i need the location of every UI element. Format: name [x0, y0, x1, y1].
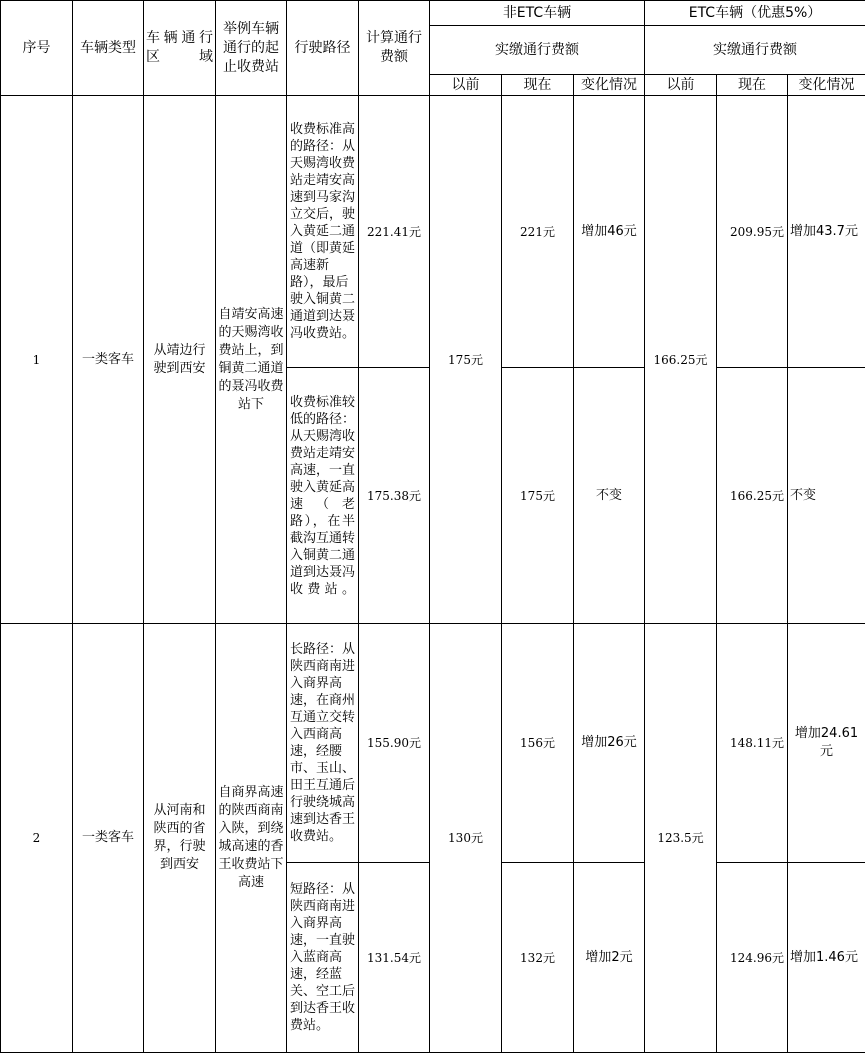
non-etc-now: 175元 [502, 368, 574, 624]
etc-change: 不变 [788, 368, 865, 624]
header-now: 现在 [502, 75, 574, 96]
route-description: 短路径：从陕西商南进入商界高速，一直驶入蓝商高速，经蓝关、空工后到达香王收费站。 [287, 863, 359, 1053]
row-area: 从靖边行驶到西安 [144, 96, 216, 624]
header-change-etc: 变化情况 [788, 75, 865, 96]
etc-change: 增加43.7元 [788, 96, 865, 368]
non-etc-change: 增加26元 [574, 624, 645, 863]
non-etc-now: 221元 [502, 96, 574, 368]
route-description: 长路径：从陕西商南进入商界高速，在商州互通立交转入西商高速，经腰市、玉山、田王互通后行驶绕城高速到达香王收费站。 [287, 624, 359, 863]
calc-fee: 175.38元 [359, 368, 430, 624]
etc-now: 209.95元 [717, 96, 788, 368]
route-description: 收费标准较低的路径：从天赐湾收费站走靖安高速，一直驶入黄延高速（老路），在半截沟互通转入铜黄二通道到达聂冯收费站。 [287, 368, 359, 624]
header-route: 行驶路径 [287, 1, 359, 96]
row-area: 从河南和陕西的省界，行驶到西安 [144, 624, 216, 1053]
header-vehicle-type: 车辆类型 [73, 1, 144, 96]
etc-change: 增加1.46元 [788, 863, 865, 1053]
row-seq: 2 [1, 624, 73, 1053]
header-paid-fee-etc: 实缴通行费额 [645, 26, 865, 75]
etc-now: 148.11元 [717, 624, 788, 863]
etc-change: 增加24.61元 [788, 624, 865, 863]
table-row [1, 96, 865, 368]
row-vehicle-type: 一类客车 [73, 624, 144, 1053]
row-stations: 自商界高速的陕西商南入陕，到绕城高速的香王收费站下高速 [216, 624, 287, 1053]
non-etc-change: 增加46元 [574, 96, 645, 368]
row-seq: 1 [1, 96, 73, 624]
etc-before: 166.25元 [645, 96, 717, 624]
non-etc-before: 175元 [430, 96, 502, 624]
non-etc-before: 130元 [430, 624, 502, 1053]
etc-before: 123.5元 [645, 624, 717, 1053]
etc-now: 124.96元 [717, 863, 788, 1053]
row-stations: 自靖安高速的天赐湾收费站上，到铜黄二通道的聂冯收费站下 [216, 96, 287, 624]
header-before-etc: 以前 [645, 75, 717, 96]
calc-fee: 131.54元 [359, 863, 430, 1053]
non-etc-change: 增加2元 [574, 863, 645, 1053]
header-area: 车辆通行区域 [144, 1, 216, 96]
etc-now: 166.25元 [717, 368, 788, 624]
header-now-etc: 现在 [717, 75, 788, 96]
header-etc: ETC车辆（优惠5%） [645, 1, 865, 26]
non-etc-now: 156元 [502, 624, 574, 863]
header-paid-fee: 实缴通行费额 [430, 26, 645, 75]
header-seq: 序号 [1, 1, 73, 96]
route-description: 收费标准高的路径：从天赐湾收费站走靖安高速到马家沟立交后，驶入黄延二通道（即黄延高速新路），最后驶入铜黄二通道到达聂冯收费站。 [287, 96, 359, 368]
calc-fee: 221.41元 [359, 96, 430, 368]
header-before: 以前 [430, 75, 502, 96]
header-toll-station: 举例车辆通行的起止收费站 [216, 1, 287, 96]
header-calc-fee: 计算通行费额 [359, 1, 430, 96]
table-row [1, 624, 865, 863]
row-vehicle-type: 一类客车 [73, 96, 144, 624]
calc-fee: 155.90元 [359, 624, 430, 863]
non-etc-now: 132元 [502, 863, 574, 1053]
non-etc-change: 不变 [574, 368, 645, 624]
header-non-etc: 非ETC车辆 [430, 1, 645, 26]
header-change: 变化情况 [574, 75, 645, 96]
